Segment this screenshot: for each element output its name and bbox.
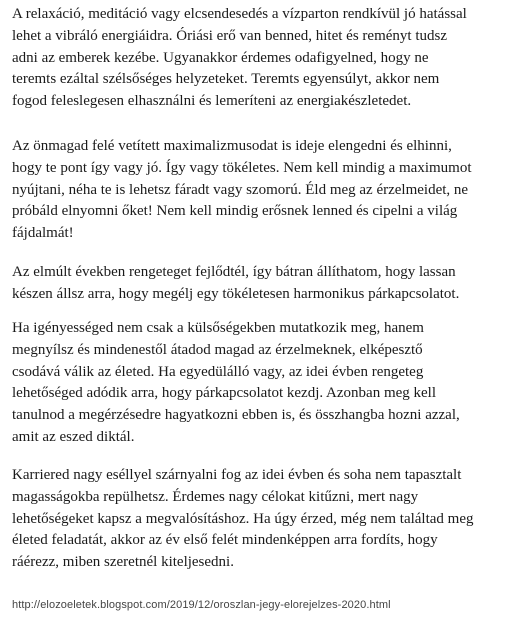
paragraph-maximalism: Az önmagad felé vetített maximalizmusodat is ideje elengedni és elhinni, hogy te pont így vagy jó. Így vagy tökéletes. Nem kell mindig a maximumot nyújtani, néha te is lehetsz fáradt vagy szomorú. Éld meg az érzelmeidet, ne próbáld elnyomni őket! Nem kell mindig erősnek lenned és cipelni a világ fájdalmát! [12, 138, 472, 242]
paragraph-relationships: Ha igényességed nem csak a külsőségekben mutatkozik meg, hanem megnyílsz és mindenestől átadod magad az érzelmeknek, elképesztő csodává válik az életed. Ha egyedülálló vagy, az idei évben rengeteg lehetőséged adódik arra, hogy párkapcsolatot kezdj. Azonban meg kell tanulnod a megérzésedre hagyatkozni ebben is, és összhangba hozni azzal, amit az eszed diktál. [12, 320, 460, 445]
paragraph-relaxation: A relaxáció, meditáció vagy elcsendesedés a vízparton rendkívül jó hatással lehet a vibráló energiáidra. Óriási erő van benned, hitet és reményt tudsz adni az emberek kezébe. Ugyanakkor érdemes odafigyelned, hogy ne teremts ezáltal szélsőséges helyzeteket. Teremts egyensúlyt, akkor nem fogod feleslegesen elhasználni és lemeríteni az energiakészletedet. [12, 6, 467, 110]
paragraph-development: Az elmúlt években rengeteget fejlődtél, így bátran állíthatom, hogy lassan készen állsz arra, hogy megélj egy tökéletesen harmonikus párkapcsolatot. [12, 264, 460, 302]
source-url: http://elozoeletek.blogspot.com/2019/12/oroszlan-jegy-elorejelzes-2020.html [12, 599, 391, 611]
paragraph-career: Karriered nagy eséllyel szárnyalni fog az idei évben és soha nem tapasztalt magasságokba repülhetsz. Érdemes nagy célokat kitűzni, mert nagy lehetőségeket kapsz a megvalósításhoz. Ha úgy érzed, még nem találtad meg életed feladatát, akkor az év első felét mindenképpen arra fordíts, hogy ráérezz, miben szeretnél kiteljesedni. [12, 467, 474, 571]
